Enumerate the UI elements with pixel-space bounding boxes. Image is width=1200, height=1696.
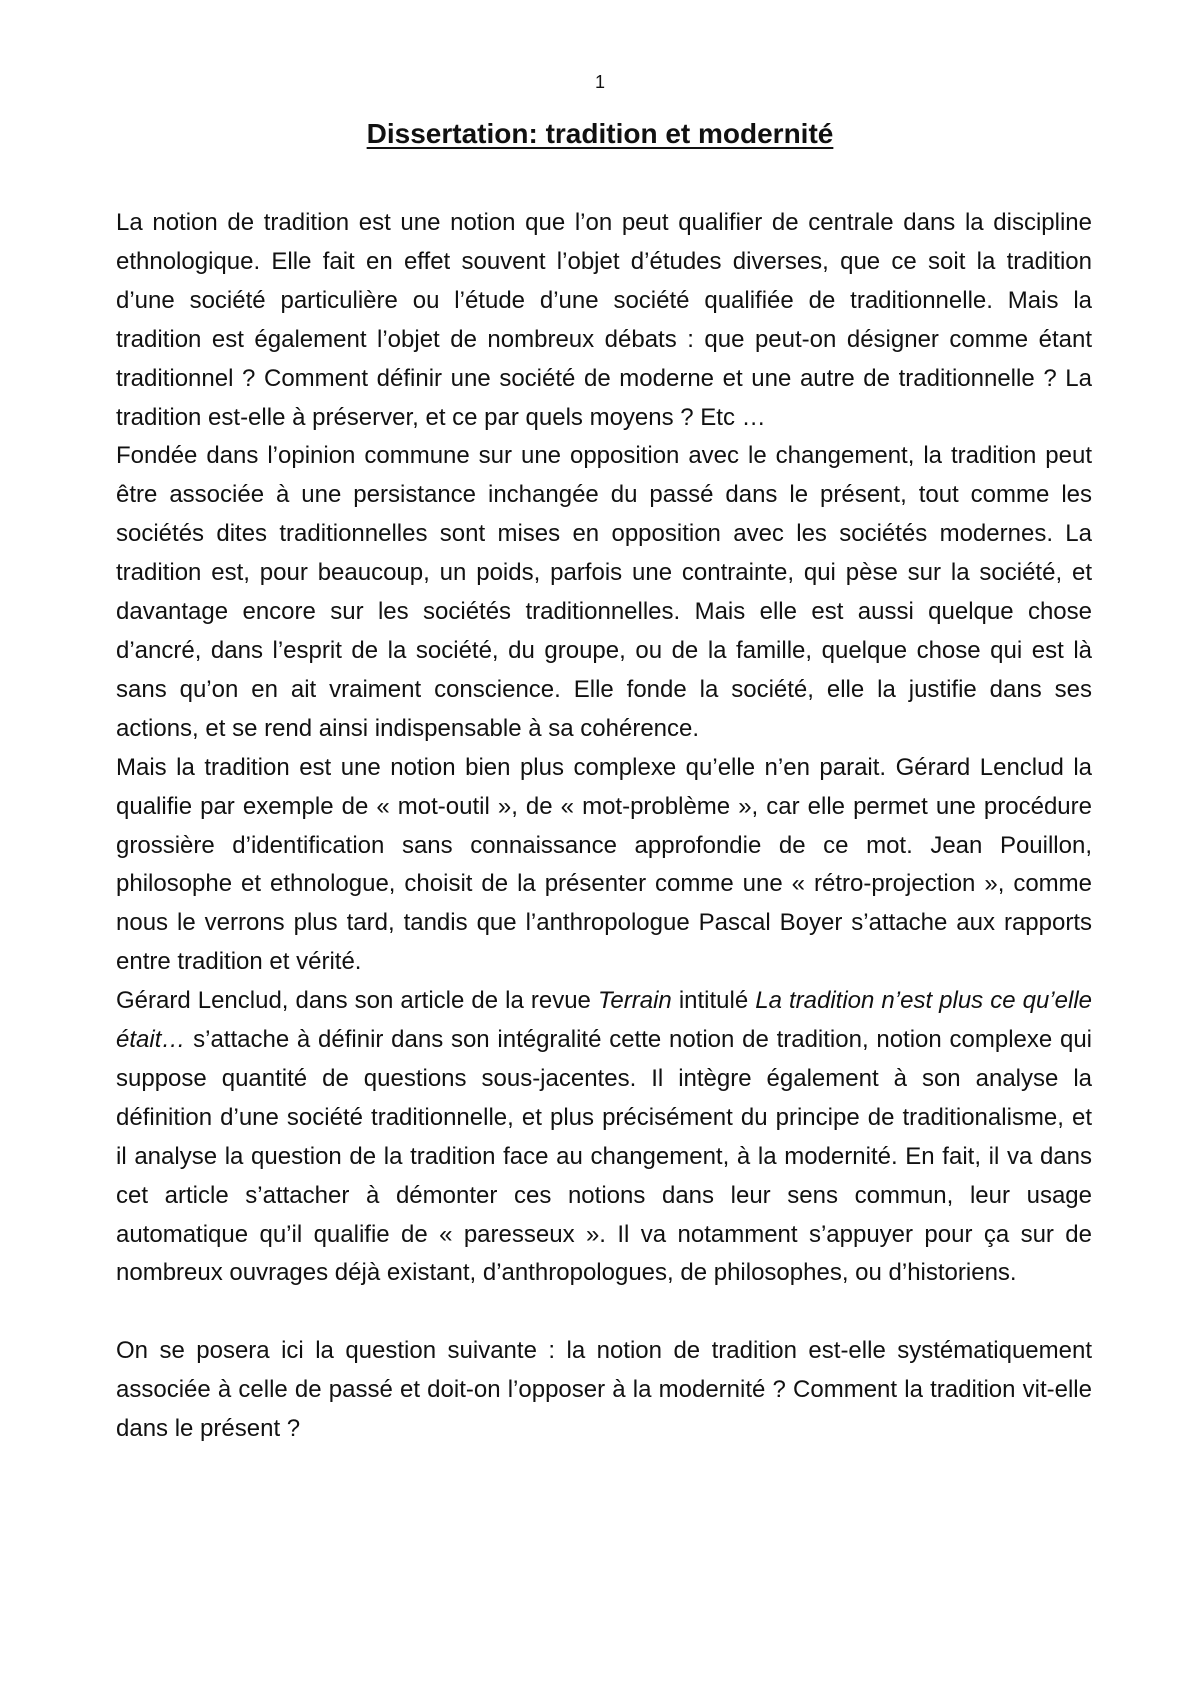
- article-title: La tradition n’est plus ce qu’elle était…: [116, 987, 1092, 1054]
- paragraph-problematic: On se posera ici la question suivante : la notion de tradition est-elle systématiquement associée à celle de passé et doit-on l’opposer à la modernité ? Comment la tradition vit-elle dans le présent ?: [116, 1337, 1092, 1443]
- lenclud-text-after: s’attache à définir dans son intégralité cette notion de tradition, notion complexe qui suppose quantité de questions sous-jacentes. Il intègre également à son analyse la définition d’une société traditionnelle, et plus précisément du principe de traditionalisme, et il analyse la question de la tradition face au changement, à la modernité. En fait, il va dans cet article s’attacher à démonter ces notions dans leur sens commun, leur usage automatique qu’il qualifie de « paresseux ». Il va notamment s’appuyer pour ça sur de nombreux ouvrages déjà existant, d’anthropologues, de philosophes, ou d’historiens.: [116, 1026, 1092, 1287]
- paragraph-common-opinion: Fondée dans l’opinion commune sur une opposition avec le changement, la tradition peut être associée à une persistance inchangée du passé dans le présent, tout comme les sociétés dites traditionnelles sont mises en opposition avec les sociétés modernes. La tradition est, pour beaucoup, un poids, parfois une contrainte, qui pèse sur la société, et davantage encore sur les sociétés traditionnelles. Mais elle est aussi quelque chose d’ancré, dans l’esprit de la société, du groupe, ou de la famille, quelque chose qui est là sans qu’on en ait vraiment conscience. Elle fonde la société, elle la justifie dans ses actions, et se rend ainsi indispensable à sa cohérence.: [116, 442, 1092, 742]
- lenclud-text-before: Gérard Lenclud, dans son article de la revue: [116, 987, 598, 1015]
- paragraph-lenclud-article: [116, 982, 1092, 1293]
- document-title: Dissertation: tradition et modernité: [366, 118, 834, 149]
- journal-name: Terrain: [597, 987, 672, 1015]
- paragraph-complexity: Mais la tradition est une notion bien plus complexe qu’elle n’en parait. Gérard Lenclud la qualifie par exemple de « mot-outil », de « mot-problème », car elle permet une procédure grossière d’identification sans connaissance approfondie de ce mot. Jean Pouillon, philosophe et ethnologue, choisit de la présenter comme une « rétro-projection », comme nous le verrons plus tard, tandis que l’anthropologue Pascal Boyer s’attache aux rapports entre tradition et vérité.: [116, 753, 1092, 976]
- document-body: [116, 204, 1092, 1449]
- paragraph-intro: La notion de tradition est une notion que l’on peut qualifier de centrale dans la discipline ethnologique. Elle fait en effet souvent l’objet d’études diverses, que ce soit la tradition d’une société particulière ou l’étude d’une société qualifiée de traditionnelle. Mais la tradition est également l’objet de nombreux débats : que peut-on désigner comme étant traditionnel ? Comment définir une société de moderne et une autre de traditionnelle ? La tradition est-elle à préserver, et ce par quels moyens ? Etc …: [116, 209, 1092, 431]
- lenclud-text-mid: intitulé: [671, 987, 756, 1015]
- page-number: 1: [594, 72, 605, 92]
